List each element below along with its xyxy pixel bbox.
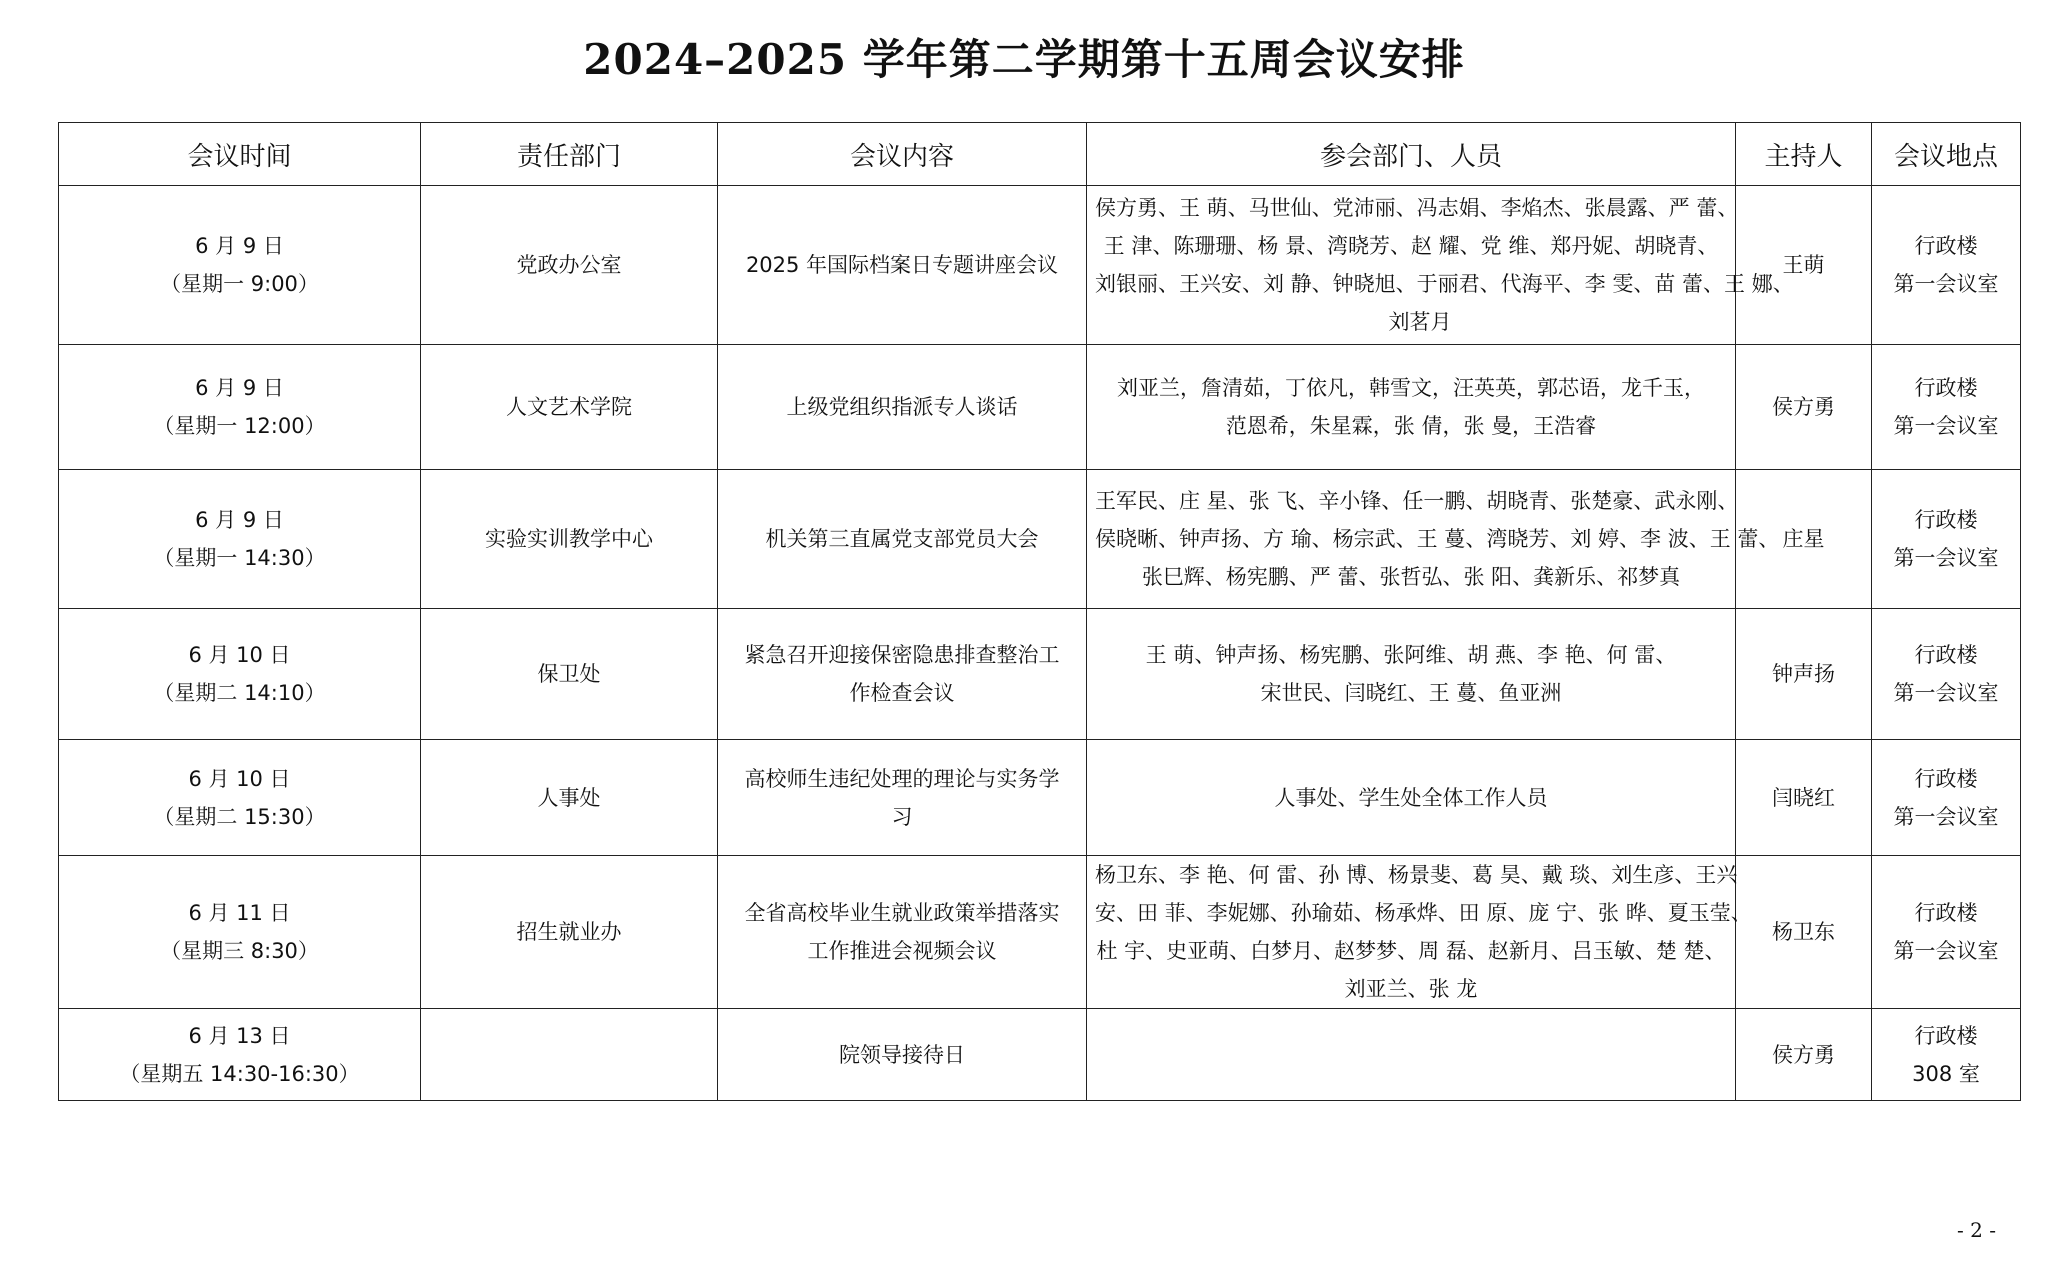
- page-title: 2024–2025 学年第二学期第十五周会议安排: [583, 35, 1465, 84]
- location-building: 行政楼: [1914, 766, 1978, 791]
- attendees-line: 侯方勇、王 萌、马世仙、党沛丽、冯志娟、李焰杰、张晨露、严 蕾、: [1095, 196, 1739, 220]
- table-row: [59, 856, 2021, 1009]
- content-line: 全省高校毕业生就业政策举措落实: [744, 901, 1060, 925]
- meeting-time-cell: [59, 740, 421, 856]
- department-cell: 党政办公室: [421, 186, 718, 345]
- table-row: [59, 470, 2021, 609]
- meeting-date: 6 月 11 日: [188, 901, 291, 925]
- department-cell: [421, 1009, 718, 1101]
- attendees-line: 王 津、陈珊珊、杨 景、湾晓芳、赵 耀、党 维、郑丹妮、胡晓青、: [1103, 234, 1719, 258]
- attendees-line: 刘亚兰、张 龙: [1344, 977, 1478, 1001]
- host-cell: 闫晓红: [1736, 740, 1872, 856]
- meeting-weekday-time: （星期三 8:30）: [160, 939, 319, 963]
- content-cell: [718, 186, 1087, 345]
- location-room: 第一会议室: [1893, 681, 1999, 705]
- meeting-weekday-time: （星期五 14:30-16:30）: [119, 1061, 360, 1086]
- location-building: 行政楼: [1914, 643, 1978, 667]
- content-cell: [718, 345, 1087, 470]
- content-line: 习: [891, 804, 913, 829]
- meeting-date: 6 月 9 日: [195, 234, 284, 258]
- host-cell: 钟声扬: [1736, 609, 1872, 740]
- meeting-date: 6 月 13 日: [188, 1023, 291, 1048]
- header-location: 会议地点: [1872, 123, 2021, 186]
- location-room: 第一会议室: [1893, 939, 1999, 963]
- table-row: [59, 186, 2021, 345]
- location-cell: [1872, 345, 2021, 470]
- location-room: 308 室: [1912, 1061, 1980, 1086]
- page-number: - 2 -: [1957, 1218, 1996, 1242]
- header-host: 主持人: [1736, 123, 1872, 186]
- table-row: [59, 1009, 2021, 1101]
- location-cell: [1872, 740, 2021, 856]
- meeting-time-cell: [59, 186, 421, 345]
- table-header-row: [59, 123, 2021, 186]
- attendees-line: 刘亚兰，詹清茹，丁依凡，韩雪文，汪英英，郭芯语，龙千玉，: [1117, 376, 1705, 400]
- location-cell: [1872, 609, 2021, 740]
- attendees-cell: [1087, 345, 1736, 470]
- attendees-line: 张巳辉、杨宪鹏、严 蕾、张哲弘、张 阳、龚新乐、祁梦真: [1141, 565, 1681, 589]
- header-content: 会议内容: [718, 123, 1087, 186]
- attendees-line: 杨卫东、李 艳、何 雷、孙 博、杨景斐、葛 昊、戴 琰、刘生彦、王兴: [1095, 863, 1738, 887]
- department-cell: 人文艺术学院: [421, 345, 718, 470]
- location-building: 行政楼: [1914, 508, 1978, 532]
- location-cell: [1872, 1009, 2021, 1101]
- host-cell: 王萌: [1736, 186, 1872, 345]
- location-building: 行政楼: [1914, 1023, 1978, 1048]
- attendees-line: 刘银丽、王兴安、刘 静、钟晓旭、于丽君、代海平、李 雯、苗 蕾、王 娜、: [1095, 272, 1794, 296]
- content-cell: [718, 740, 1087, 856]
- host-cell: 庄星: [1736, 470, 1872, 609]
- location-room: 第一会议室: [1893, 414, 1999, 438]
- location-cell: [1872, 186, 2021, 345]
- meeting-weekday-time: （星期一 9:00）: [160, 272, 319, 296]
- location-room: 第一会议室: [1893, 272, 1999, 296]
- content-line: 院领导接待日: [839, 1042, 965, 1067]
- header-attendees: 参会部门、人员: [1087, 123, 1736, 186]
- attendees-cell: [1087, 740, 1736, 856]
- location-building: 行政楼: [1914, 901, 1978, 925]
- department-cell: 招生就业办: [421, 856, 718, 1009]
- attendees-line: 侯晓晰、钟声扬、方 瑜、杨宗武、王 蔓、湾晓芳、刘 婷、李 波、王 蕾、: [1095, 527, 1780, 551]
- department-cell: 保卫处: [421, 609, 718, 740]
- department-cell: 人事处: [421, 740, 718, 856]
- meeting-weekday-time: （星期一 14:30）: [153, 546, 326, 570]
- meeting-weekday-time: （星期一 12:00）: [153, 414, 326, 438]
- content-line: 机关第三直属党支部党员大会: [765, 527, 1039, 551]
- content-line: 紧急召开迎接保密隐患排查整治工: [744, 643, 1060, 667]
- location-room: 第一会议室: [1893, 804, 1999, 829]
- location-building: 行政楼: [1914, 234, 1978, 258]
- attendees-line: 王军民、庄 星、张 飞、辛小锋、任一鹏、胡晓青、张楚豪、武永刚、: [1095, 489, 1739, 513]
- meeting-weekday-time: （星期二 15:30）: [153, 804, 326, 829]
- attendees-cell: [1087, 856, 1752, 1009]
- content-cell: [718, 856, 1087, 1009]
- attendees-line: 宋世民、闫晓红、王 蔓、鱼亚洲: [1260, 681, 1562, 705]
- table-row: [59, 345, 2021, 470]
- attendees-cell: [1087, 186, 1794, 345]
- attendees-line: 刘茗月: [1388, 310, 1452, 334]
- meeting-time-cell: [59, 856, 421, 1009]
- meeting-schedule-table: [58, 122, 2021, 1101]
- content-line: 工作推进会视频会议: [807, 939, 997, 963]
- host-cell: 杨卫东: [1736, 856, 1872, 1009]
- department-cell: 实验实训教学中心: [421, 470, 718, 609]
- content-cell: [718, 1009, 1087, 1101]
- attendees-line: 王 萌、钟声扬、杨宪鹏、张阿维、胡 燕、李 艳、何 雷、: [1145, 643, 1677, 667]
- attendees-line: 杜 宇、史亚萌、白梦月、赵梦梦、周 磊、赵新月、吕玉敏、楚 楚、: [1096, 939, 1726, 963]
- table-row: [59, 609, 2021, 740]
- attendees-line: 安、田 菲、李妮娜、孙瑜茹、杨承烨、田 原、庞 宁、张 晔、夏玉莹、: [1095, 901, 1752, 925]
- meeting-date: 6 月 10 日: [188, 643, 291, 667]
- attendees-cell: [1087, 470, 1780, 609]
- meeting-time-cell: [59, 609, 421, 740]
- content-line: 作检查会议: [849, 681, 955, 705]
- location-room: 第一会议室: [1893, 546, 1999, 570]
- attendees-line: 范恩希，朱星霖，张 倩，张 曼，王浩睿: [1225, 414, 1597, 438]
- location-building: 行政楼: [1914, 376, 1978, 400]
- content-line: 高校师生违纪处理的理论与实务学: [744, 766, 1060, 791]
- header-time: 会议时间: [59, 123, 421, 186]
- attendees-line: 人事处、学生处全体工作人员: [1274, 785, 1548, 810]
- content-cell: [718, 609, 1087, 740]
- location-cell: [1872, 470, 2021, 609]
- meeting-time-cell: [59, 1009, 421, 1101]
- meeting-date: 6 月 9 日: [195, 508, 284, 532]
- host-cell: 侯方勇: [1736, 1009, 1872, 1101]
- meeting-weekday-time: （星期二 14:10）: [153, 681, 326, 705]
- meeting-date: 6 月 10 日: [188, 766, 291, 791]
- content-line: 2025 年国际档案日专题讲座会议: [745, 253, 1059, 277]
- content-cell: [718, 470, 1087, 609]
- content-line: 上级党组织指派专人谈话: [786, 395, 1018, 419]
- meeting-date: 6 月 9 日: [195, 376, 284, 400]
- attendees-cell: [1087, 1009, 1736, 1101]
- table-row: [59, 740, 2021, 856]
- host-cell: 侯方勇: [1736, 345, 1872, 470]
- location-cell: [1872, 856, 2021, 1009]
- header-department: 责任部门: [421, 123, 718, 186]
- meeting-time-cell: [59, 345, 421, 470]
- attendees-cell: [1087, 609, 1736, 740]
- meeting-time-cell: [59, 470, 421, 609]
